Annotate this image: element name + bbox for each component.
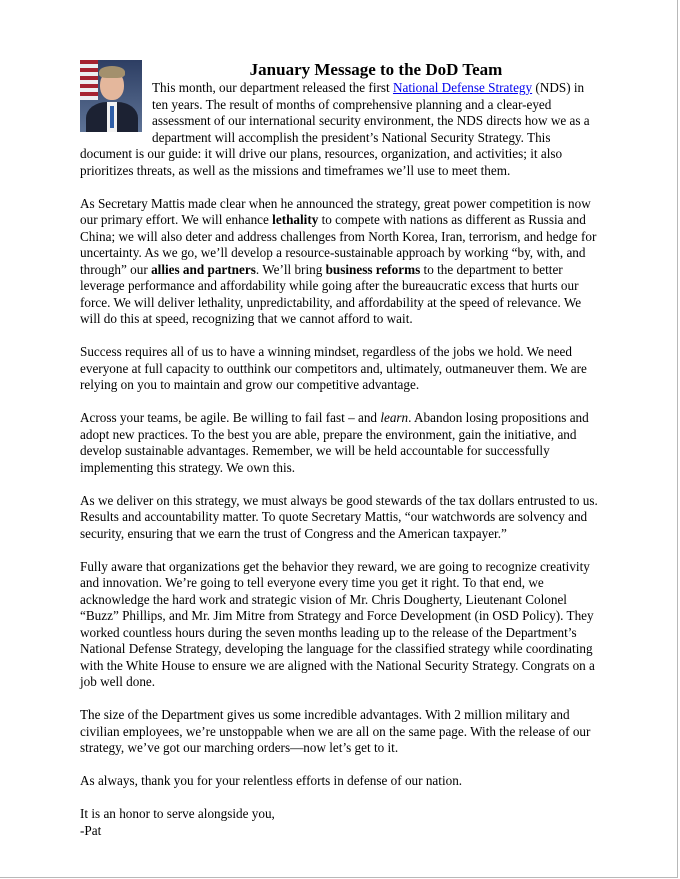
portrait-photo bbox=[80, 60, 142, 132]
agile-text-1: Across your teams, be agile. Be willing to fail fast – and bbox=[80, 410, 381, 425]
paragraph-stewards: As we deliver on this strategy, we must always be good stewards of the tax dollars entrusted to us. Results and accountability matter. To quote Secretary Mattis, “our watchwords are solvency and security, ensuring that we earn the trust of Congress and the American taxpayer.” bbox=[80, 492, 598, 541]
strategy-bold-lethality: lethality bbox=[272, 212, 319, 227]
agile-emphasis-learn: learn bbox=[380, 410, 409, 425]
strategy-text-2: to compete with nations as different as Russia and China; we will also deter and address challenges from North Korea, Iran, terrorism, and hedge for uncertainty. As we go, we’ll develop a resource-sustainable approach by working “by, with, and through” our bbox=[80, 212, 597, 277]
strategy-bold-reforms: business reforms bbox=[325, 261, 421, 277]
strategy-text-1: As Secretary Mattis made clear when he announced the strategy, great power competition is now our primary effort. We will enhance bbox=[80, 195, 591, 227]
paragraph-intro bbox=[80, 80, 600, 179]
intro-text-before: This month, our department released the first bbox=[152, 80, 393, 95]
paragraph-strategy bbox=[80, 196, 600, 328]
paragraph-thanks: As always, thank you for your relentless efforts in defense of our nation. bbox=[80, 773, 463, 788]
paragraph-agile bbox=[80, 410, 600, 476]
signature: -Pat bbox=[80, 822, 102, 838]
flag-graphic bbox=[80, 60, 98, 100]
strategy-bold-allies: allies and partners bbox=[151, 261, 256, 277]
paragraph-size: The size of the Department gives us some incredible advantages. With 2 million military and civilian employees, we’re unstoppable when we are all on the same page. With the release of our strategy, we’ve got our marching orders—now let’s get to it. bbox=[80, 707, 591, 755]
agile-text-2: . Abandon losing propositions and adopt new practices. To the best you are able, prepare the environment, gain the initiative, and develop sustainable advantages. Remember, we will be held accountable for successfully implementing this strategy. We own this. bbox=[80, 410, 589, 475]
closing-line: It is an honor to serve alongside you, bbox=[80, 806, 275, 821]
page-title: January Message to the DoD Team bbox=[249, 60, 503, 79]
portrait-hair bbox=[99, 66, 125, 78]
nds-link[interactable]: National Defense Strategy bbox=[392, 80, 533, 95]
portrait-tie bbox=[110, 106, 114, 128]
document-body bbox=[80, 60, 600, 839]
intro-text-after: (NDS) in ten years. The result of months of comprehensive planning and a clear-eyed assessment of our international security environment, the NDS directs how we as a department will accomplish the president’s National Security Strategy. This document is our guide: it will drive our plans, resources, organization, and activities; it also prioritizes threats, as well as the missions and timeframes we’ll use to meet them. bbox=[80, 80, 590, 178]
paragraph-recognition: Fully aware that organizations get the behavior they reward, we are going to recognize creativity and innovation. We’re going to tell everyone every time you get it right. To that end, we acknowledge the hard work and strategic vision of Mr. Chris Dougherty, Lieutenant Colonel “Buzz” Phillips, and Mr. Jim Mitre from Strategy and Force Development (in OSD Policy). They worked countless hours during the seven months leading up to the release of the Department’s National Defense Strategy, developing the language for the classified strategy while coordinating with the White House to ensure we are aligned with the National Security Strategy. Congrats on a job well done. bbox=[80, 558, 595, 689]
strategy-text-4: to the department to better leverage performance and affordability while going after the bureaucratic excess that hurts our force. We will deliver lethality, unpredictability, and affordability at the speed of relevance. We will do this at speed, recognizing that we cannot afford to wait. bbox=[80, 261, 582, 326]
strategy-text-3: . We’ll bring bbox=[255, 261, 326, 277]
paragraph-mindset: Success requires all of us to have a winning mindset, regardless of the jobs we hold. We need everyone at full capacity to outthink our competitors and, ultimately, outmaneuver them. We are relying on you to maintain and grow our competitive advantage. bbox=[80, 344, 587, 392]
